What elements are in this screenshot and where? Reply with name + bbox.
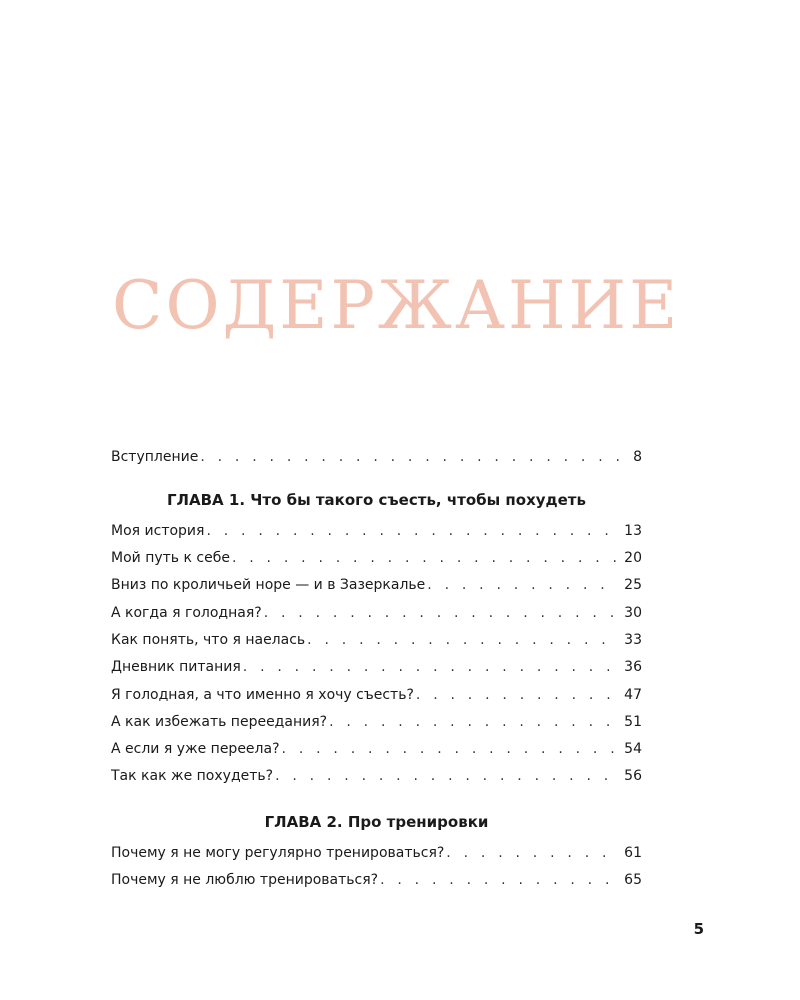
toc-entry-page: 25	[624, 577, 642, 593]
toc-entry-label: А когда я голодная?	[111, 605, 262, 621]
dot-leader	[241, 656, 618, 678]
toc-entry-label: Мой путь к себе	[111, 550, 230, 566]
toc-entry-label: Вступление	[111, 449, 199, 465]
toc-entry-page: 8	[633, 449, 642, 465]
dot-leader	[414, 684, 618, 706]
toc-entry	[111, 656, 642, 678]
toc-entry	[111, 629, 642, 651]
toc-entry-page: 33	[624, 632, 642, 648]
toc-entry-page: 61	[624, 845, 642, 861]
dot-leader	[230, 547, 618, 569]
chapter-heading-2: ГЛАВА 2. Про тренировки	[264, 813, 489, 831]
toc-entry-page: 54	[624, 741, 642, 757]
toc-entry-label: Почему я не могу регулярно тренироваться?	[111, 845, 445, 861]
toc-entry	[111, 738, 642, 760]
toc-entry-label: А если я уже переела?	[111, 741, 280, 757]
toc-entry-label: Дневник питания	[111, 659, 241, 675]
toc-entry	[111, 684, 642, 706]
dot-leader	[198, 446, 627, 468]
toc-entry	[111, 520, 642, 542]
toc-entry-page: 51	[624, 714, 642, 730]
toc-entry-page: 65	[624, 872, 642, 888]
page-number: 5	[693, 920, 704, 938]
toc-entry-page: 36	[624, 659, 642, 675]
dot-leader	[425, 574, 618, 596]
dot-leader	[280, 738, 619, 760]
dot-leader	[378, 869, 618, 891]
toc-entry-page: 30	[624, 605, 642, 621]
toc-entry	[111, 765, 642, 787]
toc-entry	[111, 574, 642, 596]
dot-leader	[262, 602, 618, 624]
toc-entry-page: 56	[624, 768, 642, 784]
toc-entry-page: 47	[624, 687, 642, 703]
toc-entry-label: Я голодная, а что именно я хочу съесть?	[111, 687, 414, 703]
toc-entry	[111, 869, 642, 891]
dot-leader	[204, 520, 618, 542]
toc-entry-intro	[111, 446, 642, 468]
toc-entry-page: 20	[624, 550, 642, 566]
chapter-heading-1: ГЛАВА 1. Что бы такого съесть, чтобы похудеть	[167, 491, 586, 509]
page-title: СОДЕРЖАНИЕ	[112, 267, 681, 344]
toc-entry	[111, 711, 642, 733]
dot-leader	[305, 629, 618, 651]
toc-entry	[111, 547, 642, 569]
toc-entry-label: А как избежать переедания?	[111, 714, 328, 730]
toc-entry-page: 13	[624, 523, 642, 539]
toc-entry-label: Моя история	[111, 523, 205, 539]
toc-entry-label: Почему я не люблю тренироваться?	[111, 872, 379, 888]
toc-entry-label: Вниз по кроличьей норе — и в Зазеркалье	[111, 577, 426, 593]
toc-entry-label: Как понять, что я наелась	[111, 632, 306, 648]
dot-leader	[327, 711, 618, 733]
toc-entry	[111, 842, 642, 864]
dot-leader	[273, 765, 618, 787]
toc-entry	[111, 602, 642, 624]
toc-entry-label: Так как же похудеть?	[111, 768, 274, 784]
dot-leader	[444, 842, 618, 864]
